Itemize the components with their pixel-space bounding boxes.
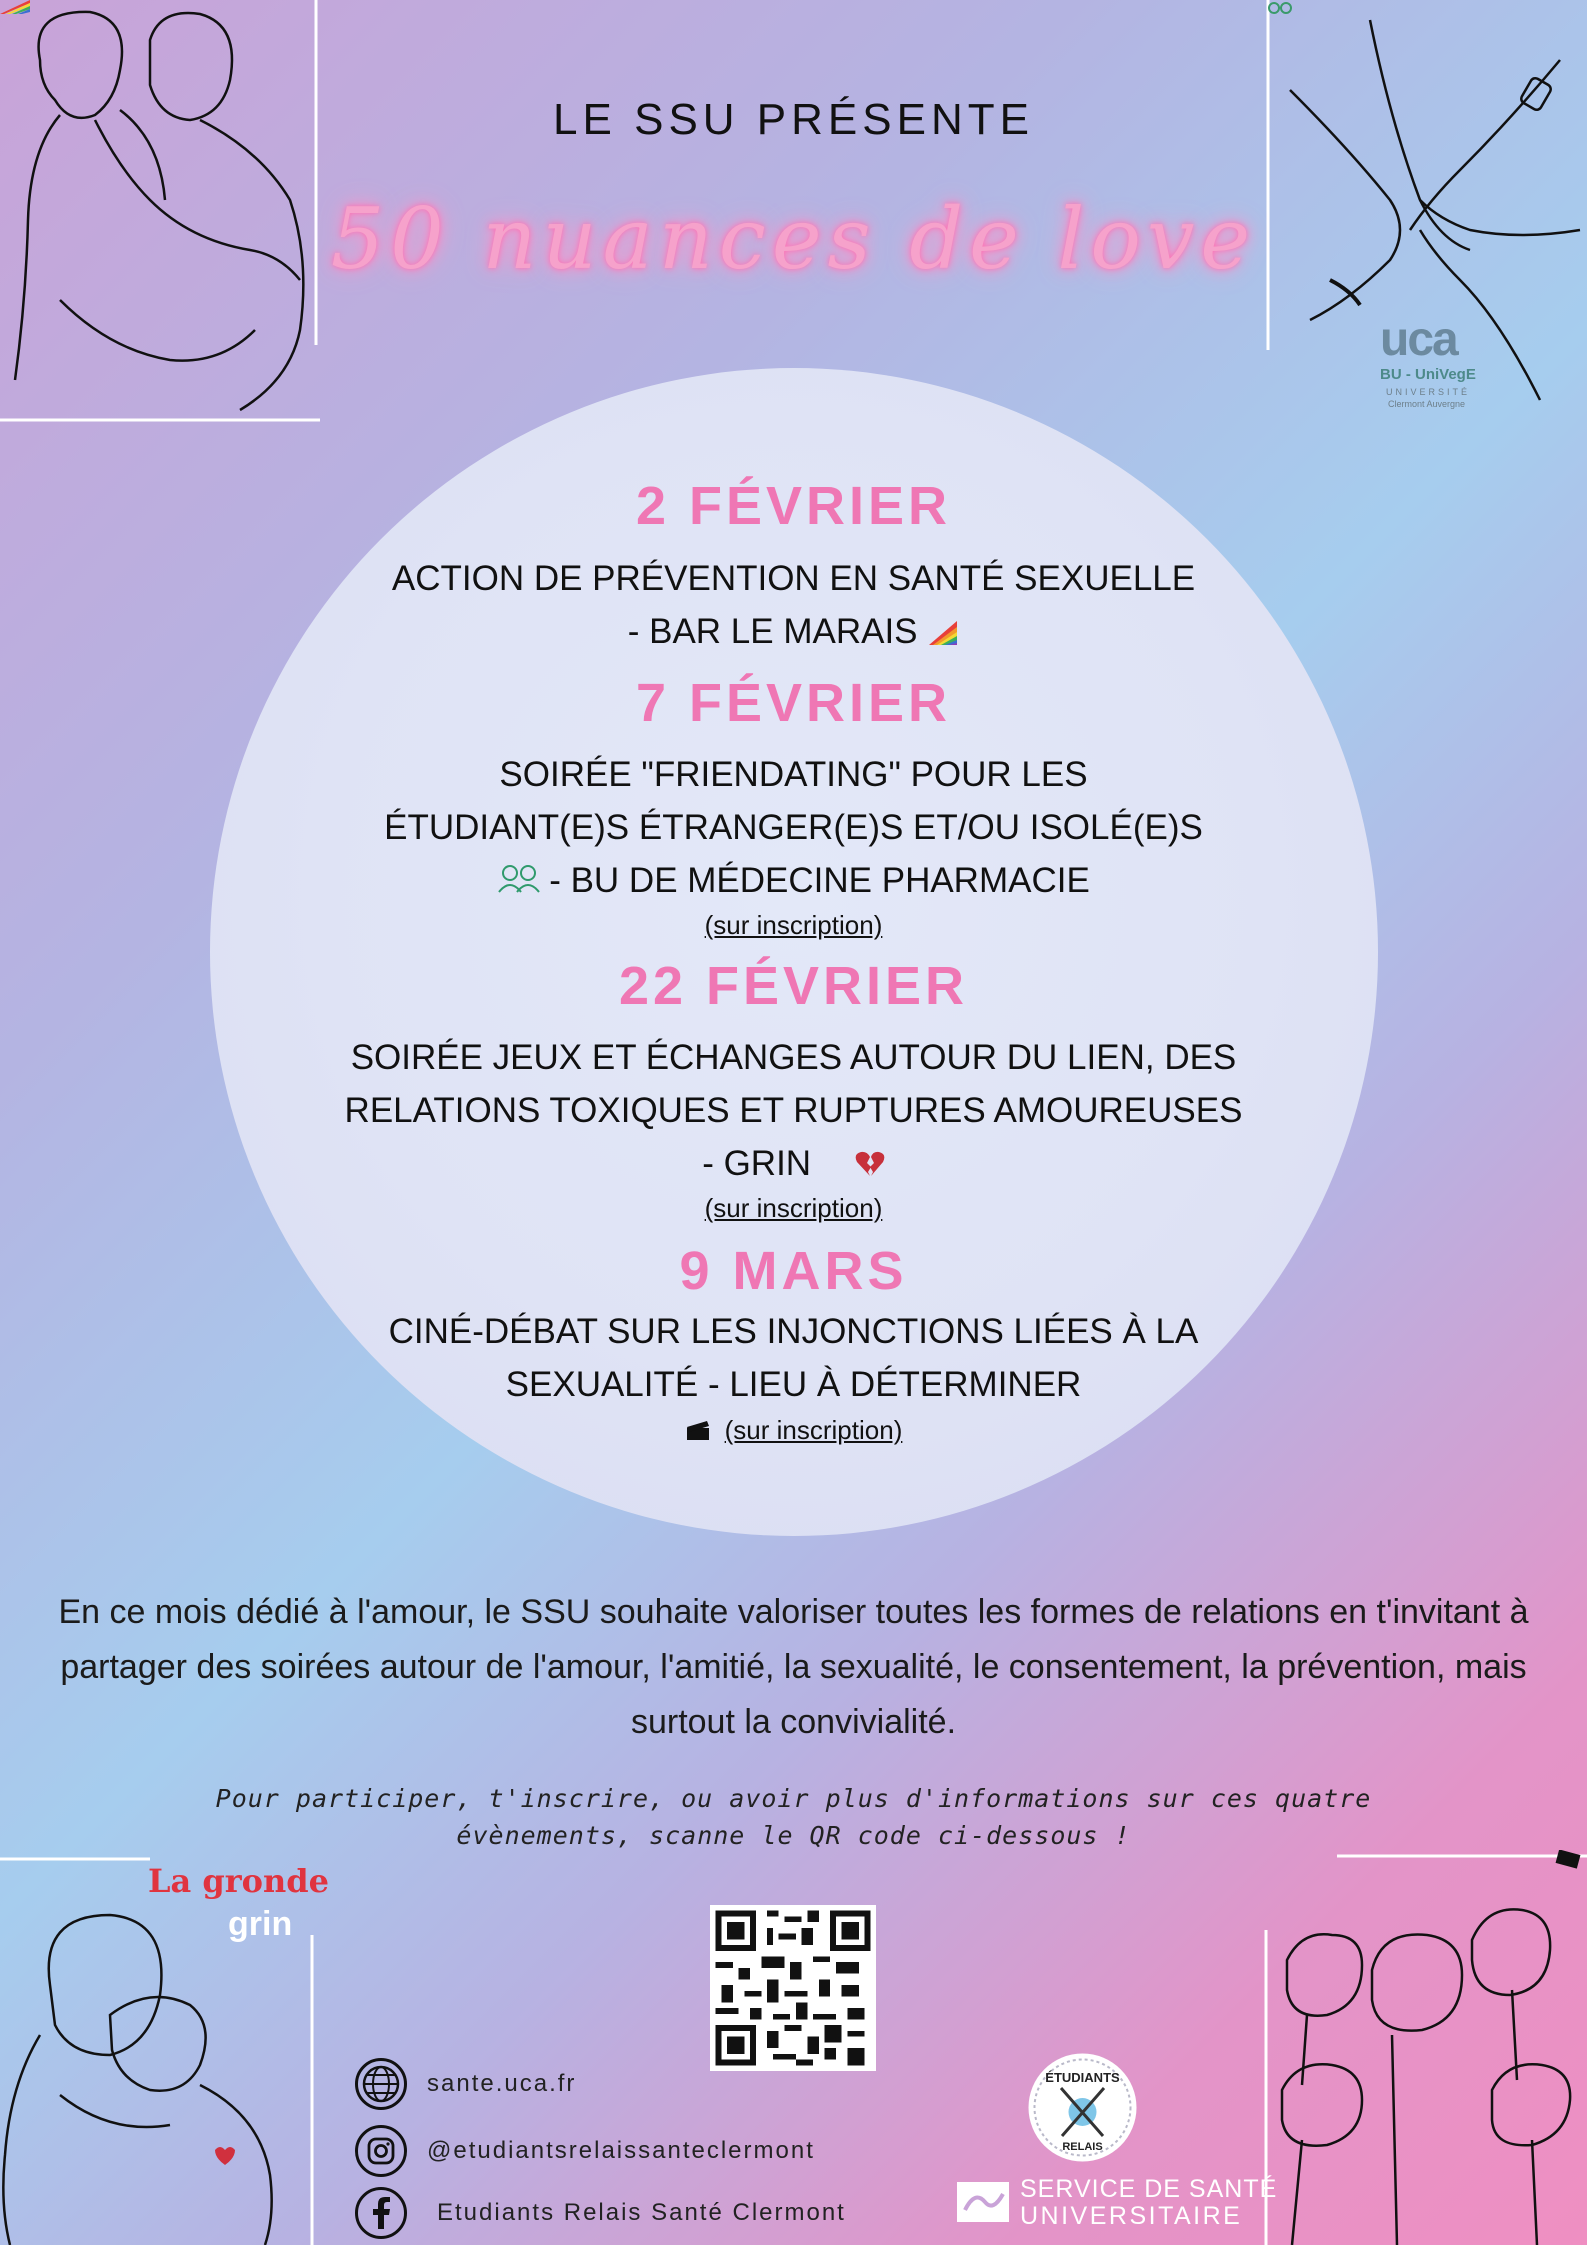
universite-label: UNIVERSITÉ: [1386, 387, 1471, 397]
event-line: [0, 605, 1587, 658]
event-line: SOIRÉE "FRIENDATING" POUR LES: [499, 755, 1088, 794]
clapperboard-icon: [685, 1420, 711, 1442]
ssu-logo-text: SERVICE DE SANTÉ UNIVERSITAIRE: [1020, 2175, 1278, 2230]
contact-website[interactable]: [355, 2057, 576, 2111]
call-to-action: Pour participer, t'inscrire, ou avoir plus d'informations sur ces quatre évènements, scanne le QR code ci-dessous !: [215, 1784, 1372, 1850]
broken-heart-icon: [855, 1150, 885, 1178]
main-title: 50 nuances de love: [330, 190, 1257, 288]
event-line: ÉTUDIANT(E)S ÉTRANGER(E)S ET/OU ISOLÉ(E)S: [384, 808, 1203, 847]
uca-logo: uca: [1380, 313, 1457, 366]
bu-label: BU - UniVegE: [1380, 366, 1476, 383]
event-date: 2 FÉVRIER: [635, 476, 952, 536]
description: En ce mois dédié à l'amour, le SSU souhaite valoriser toutes les formes de relations en t'invitant à partager des soirées autour de l'amour, l'amitié, la sexualité, le consentement, la prévention, mais surtout la convivialité.: [58, 1593, 1529, 1741]
contact-facebook[interactable]: [355, 2186, 846, 2240]
rainbow-flag-icon: [927, 619, 959, 647]
event-line: [0, 854, 1587, 907]
etudiants-relais-badge: [1025, 2050, 1140, 2165]
contact-label: Etudiants Relais Santé Clermont: [437, 2199, 846, 2226]
clermont-label: Clermont Auvergne: [1388, 399, 1466, 409]
event-date: 7 FÉVRIER: [635, 673, 952, 733]
event-line-text: - GRIN: [702, 1144, 812, 1183]
event-line: ACTION DE PRÉVENTION EN SANTÉ SEXUELLE: [391, 559, 1196, 598]
rainbow-corner-decoration: [0, 0, 30, 14]
instagram-icon: [355, 2125, 407, 2177]
event-line-text: - BU DE MÉDECINE PHARMACIE: [549, 861, 1090, 900]
event-line: SOIRÉE JEUX ET ÉCHANGES AUTOUR DU LIEN, DES: [350, 1038, 1237, 1077]
registration-note-row: [0, 1415, 1587, 1446]
la-gronde-logo: La gronde: [148, 1862, 329, 1900]
friends-icon: [497, 864, 543, 894]
event-line: CINÉ-DÉBAT SUR LES INJONCTIONS LIÉES À LA: [388, 1312, 1199, 1351]
event-date: 9 MARS: [679, 1241, 908, 1301]
event-date: 22 FÉVRIER: [618, 956, 969, 1016]
contact-label: @etudiantsrelaissanteclermont: [427, 2137, 815, 2164]
pre-title: LE SSU PRÉSENTE: [553, 95, 1034, 144]
registration-note[interactable]: (sur inscription): [704, 1193, 883, 1223]
grin-logo: grin: [228, 1905, 293, 1943]
globe-icon: [355, 2058, 407, 2110]
raised-fists-illustration: [1262, 1850, 1587, 2245]
contact-instagram[interactable]: [355, 2124, 815, 2178]
svg-text:ÉTUDIANTS: ÉTUDIANTS: [1045, 2070, 1120, 2085]
event-line-text: - BAR LE MARAIS: [627, 612, 918, 651]
event-line: SEXUALITÉ - LIEU À DÉTERMINER: [505, 1365, 1082, 1404]
qr-code[interactable]: [710, 1905, 876, 2071]
contact-label: sante.uca.fr: [427, 2070, 577, 2097]
event-line: [0, 1137, 1587, 1190]
event-line: RELATIONS TOXIQUES ET RUPTURES AMOUREUSES: [344, 1091, 1243, 1130]
registration-note[interactable]: (sur inscription): [724, 1415, 903, 1445]
facebook-icon: [355, 2187, 407, 2239]
registration-note[interactable]: (sur inscription): [704, 910, 883, 940]
svg-text:RELAIS: RELAIS: [1062, 2141, 1103, 2153]
ssu-logo-mark: [955, 2180, 1011, 2224]
